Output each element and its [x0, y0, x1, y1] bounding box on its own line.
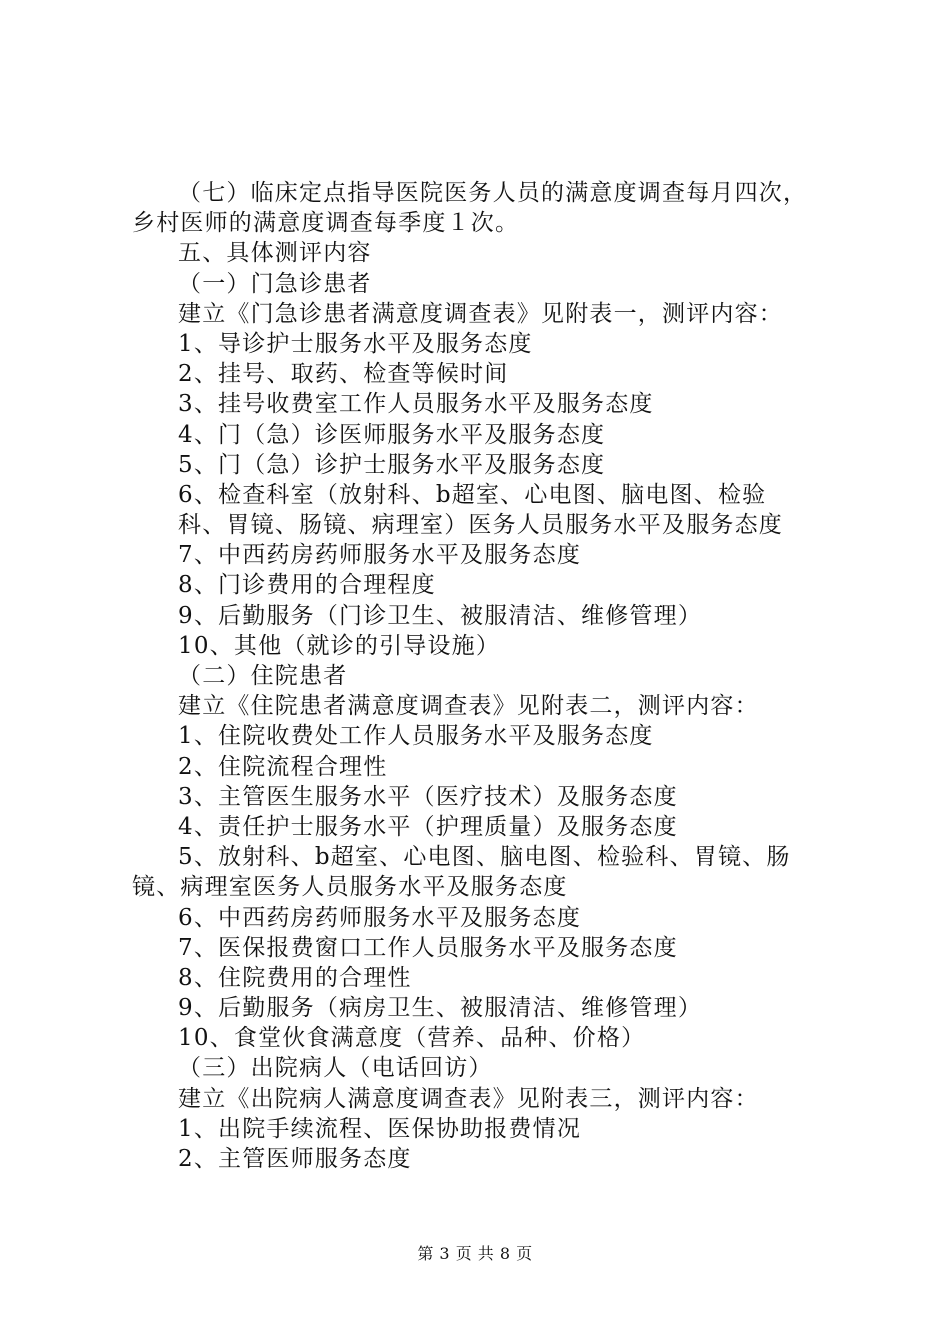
paragraph-line: 建立《出院病人满意度调查表》见附表三，测评内容：: [178, 1085, 759, 1112]
subsection-heading: （二）住院患者: [178, 663, 348, 689]
list-item: 7、中西药房药师服务水平及服务态度: [178, 542, 582, 569]
list-item-continuation: 镜、病理室医务人员服务水平及服务态度: [132, 874, 568, 901]
list-item: 6、检查科室（放射科、b超室、心电图、脑电图、检验: [178, 481, 767, 508]
list-item: 2、主管医师服务态度: [178, 1146, 412, 1172]
list-item: 2、住院流程合理性: [178, 753, 388, 780]
section-heading: 五、具体测评内容: [178, 240, 372, 267]
paragraph-line: （七）临床定点指导医院医务人员的满意度调查每月四次，: [178, 180, 808, 206]
list-item: 8、住院费用的合理性: [178, 964, 412, 991]
list-item: 4、门（急）诊医师服务水平及服务态度: [178, 421, 606, 448]
subsection-heading: （一）门急诊患者: [178, 270, 372, 297]
list-item: 2、挂号、取药、检查等候时间: [178, 361, 509, 388]
list-item: 10、食堂伙食满意度（营养、品种、价格）: [178, 1025, 646, 1052]
list-item: 3、主管医生服务水平（医疗技术）及服务态度: [178, 783, 678, 810]
list-item: 10、其他（就诊的引导设施）: [178, 632, 501, 659]
list-item: 4、责任护士服务水平（护理质量）及服务态度: [178, 813, 678, 840]
list-item: 9、后勤服务（病房卫生、被服清洁、维修管理）: [178, 995, 703, 1022]
list-item: 5、放射科、b超室、心电图、脑电图、检验科、胃镜、肠: [178, 844, 791, 871]
list-item: 9、后勤服务（门诊卫生、被服清洁、维修管理）: [178, 602, 703, 629]
list-item: 5、门（急）诊护士服务水平及服务态度: [178, 451, 606, 478]
list-item: 3、挂号收费室工作人员服务水平及服务态度: [178, 391, 654, 418]
paragraph-line: 乡村医师的满意度调查每季度１次。: [132, 210, 520, 237]
list-item: 6、中西药房药师服务水平及服务态度: [178, 904, 582, 931]
subsection-heading: （三）出院病人（电话回访）: [178, 1055, 493, 1082]
document-body: [132, 178, 844, 1174]
page-number-footer: 第 3 页 共 8 页: [417, 1244, 533, 1263]
list-item: 1、住院收费处工作人员服务水平及服务态度: [178, 723, 654, 750]
paragraph-line: 建立《门急诊患者满意度调查表》见附表一，测评内容：: [178, 300, 783, 327]
list-item: 7、医保报费窗口工作人员服务水平及服务态度: [178, 934, 678, 961]
list-item-continuation: 科、胃镜、肠镜、病理室）医务人员服务水平及服务态度: [178, 512, 783, 539]
list-item: 1、出院手续流程、医保协助报费情况: [178, 1115, 582, 1142]
paragraph-line: 建立《住院患者满意度调查表》见附表二，测评内容：: [178, 693, 759, 720]
list-item: 1、导诊护士服务水平及服务态度: [178, 330, 533, 357]
list-item: 8、门诊费用的合理程度: [178, 572, 436, 599]
